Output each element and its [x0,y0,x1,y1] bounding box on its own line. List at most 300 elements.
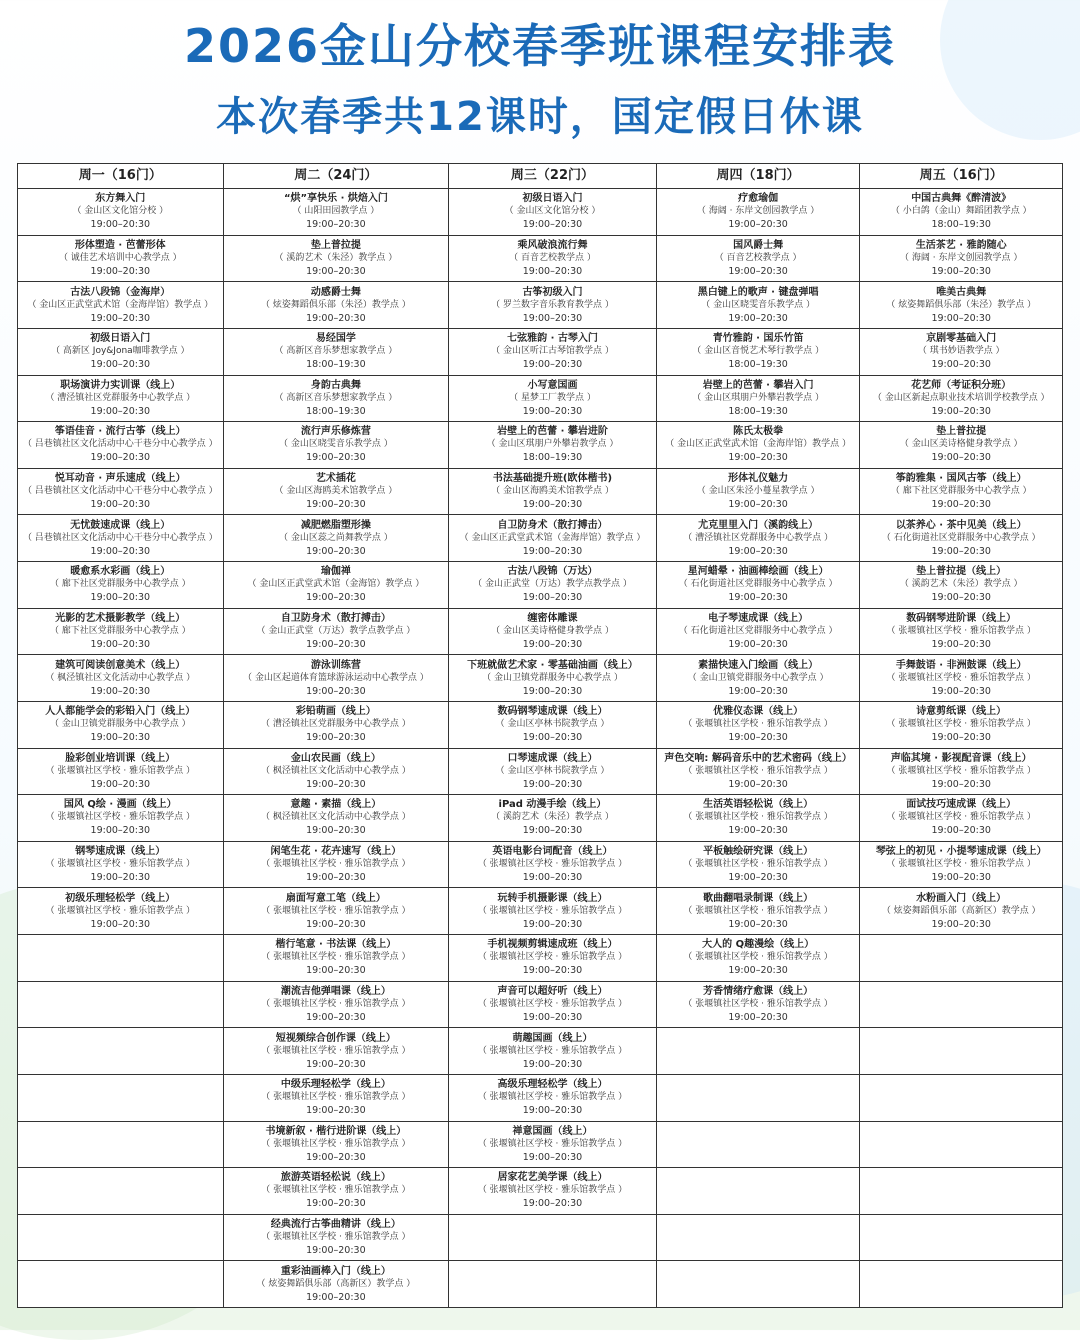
course-location: （ 石化街道社区党群服务中心教学点 ） [881,532,1041,543]
course-name: 初级乐理轻松学（线上） [65,892,176,904]
course-time: 19:00–20:30 [728,592,788,604]
course-name: 易经国学 [315,333,356,345]
course-name: 芳香情绪疗愈课（线上） [703,985,814,997]
course-time: 19:00–20:30 [931,405,991,417]
course-name: 七弦雅韵 · 古琴入门 [507,333,598,345]
course-cell [224,422,449,469]
course-name: 乘风破浪流行舞 [517,239,588,251]
course-cell [657,842,860,889]
course-time: 19:00–20:30 [728,545,788,557]
course-time: 19:00–20:30 [728,918,788,930]
course-time: 18:00–19:30 [728,405,788,417]
course-name: 金山农民画（线上） [290,752,381,764]
course-cell [449,422,656,469]
course-location: （ 张堰镇社区学校 · 雅乐馆教学点 ） [886,719,1036,730]
empty-cell [860,982,1062,1029]
course-cell [657,795,860,842]
course-cell [657,982,860,1029]
course-name: 声音可以超好听（线上） [497,985,608,997]
course-name: 无忧鼓速成课（线上） [70,519,171,531]
course-cell [657,282,860,329]
course-name: 游泳训练营 [310,659,361,671]
course-time: 19:00–20:30 [306,685,366,697]
course-location: （ 溪韵艺术（朱泾）教学点 ） [899,579,1023,590]
course-location: （ 张堰镇社区学校 · 雅乐馆教学点 ） [477,1138,628,1149]
course-time: 19:00–20:30 [306,825,366,837]
course-time: 19:00–20:30 [522,872,583,884]
course-time: 19:00–20:30 [931,825,991,837]
course-cell [657,422,860,469]
course-name: 垫上普拉提 [936,426,987,438]
course-cell [860,609,1062,656]
empty-cell [657,1168,860,1215]
course-cell [449,982,656,1029]
course-location: （ 石化街道社区党群服务中心教学点 ） [678,625,838,636]
course-time: 19:00–20:30 [931,732,991,744]
course-cell [860,702,1062,749]
course-time: 18:00–19:30 [306,405,366,417]
course-time: 19:00–20:30 [522,825,583,837]
course-location: （ 张堰镇社区学校 · 雅乐馆教学点 ） [886,672,1036,683]
course-name: 暖愈系水彩画（线上） [70,566,171,578]
course-cell [18,795,223,842]
course-cell [18,749,223,796]
course-time: 19:00–20:30 [522,918,583,930]
course-name: 禅意国画（线上） [512,1125,593,1137]
course-time: 19:00–20:30 [728,219,788,231]
course-name: 疗愈瑜伽 [738,193,779,205]
course-location: （ 高新区音乐梦想家教学点 ） [274,392,398,403]
course-location: （ 金山正武堂（万达）教学点教学点 ） [256,625,416,636]
course-cell [224,842,449,889]
course-cell [860,749,1062,796]
course-cell [224,515,449,562]
course-time: 19:00–20:30 [306,732,366,744]
course-cell [449,282,656,329]
course-name: 初级日语入门 [522,193,583,205]
course-cell [860,329,1062,376]
course-location: （ 张堰镇社区学校 · 雅乐馆教学点 ） [45,765,195,776]
empty-cell [18,1261,223,1307]
course-location: （ 枫泾镇社区文化活动中心教学点 ） [261,812,411,823]
course-cell [224,329,449,376]
course-cell [224,795,449,842]
course-name: 扇面写意工笔（线上） [285,892,386,904]
course-location: （ 张堰镇社区学校 · 雅乐馆教学点 ） [477,905,628,916]
course-time: 19:00–20:30 [306,452,366,464]
course-time: 19:00–20:30 [306,265,366,277]
empty-cell [18,1122,223,1169]
course-location: （ 张堰镇社区学校 · 雅乐馆教学点 ） [477,1092,628,1103]
course-time: 19:00–20:30 [90,265,151,277]
course-time: 19:00–20:30 [90,219,151,231]
empty-cell [860,1075,1062,1122]
course-name: 初级日语入门 [90,333,151,345]
empty-cell [18,1075,223,1122]
course-location: （ 金山区亭林书院教学点 ） [495,719,610,730]
course-location: （ 高新区音乐梦想家教学点 ） [274,346,398,357]
course-time: 19:00–20:30 [306,1245,366,1257]
course-name: 重彩油画棒入门（线上） [280,1265,391,1277]
course-location: （ 金山区文化馆分校 ） [72,206,169,217]
course-time: 18:00–19:30 [931,219,991,231]
course-location: （ 金山区蕊之尚舞教学点 ） [279,532,393,543]
course-time: 19:00–20:30 [931,592,991,604]
course-location: （ 吕巷镇社区文化活动中心干巷分中心教学点 ） [22,486,218,497]
course-location: （ 张堰镇社区学校 · 雅乐馆教学点 ） [45,859,195,870]
course-location: （ 金山卫镇党群服务中心教学点 ） [687,672,829,683]
course-name: 书境新叙 · 楷行进阶课（线上） [265,1125,407,1137]
course-cell [449,1168,656,1215]
course-name: 古筝初级入门 [522,286,583,298]
course-cell [224,888,449,935]
course-time: 19:00–20:30 [306,778,366,790]
course-cell [18,422,223,469]
course-cell [18,562,223,609]
course-location: （ 张堰镇社区学校 · 雅乐馆教学点 ） [683,765,833,776]
course-cell [224,655,449,702]
course-cell [224,1168,449,1215]
course-name: 优雅仪态课（线上） [713,706,804,718]
empty-cell [860,935,1062,982]
course-name: 声色交响: 解码音乐中的艺术密码（线上） [664,752,852,764]
course-time: 19:00–20:30 [931,872,991,884]
course-cell [657,469,860,516]
course-name: 国风爵士舞 [733,239,784,251]
course-time: 19:00–20:30 [728,265,788,277]
course-location: （ 张堰镇社区学校 · 雅乐馆教学点 ） [683,905,833,916]
course-cell [449,749,656,796]
course-location: （ 张堰镇社区学校 · 雅乐馆教学点 ） [886,859,1036,870]
course-cell [657,189,860,236]
course-cell [449,795,656,842]
day-header: 周五（16门） [860,164,1062,189]
course-cell [860,515,1062,562]
course-location: （ 张堰镇社区学校 · 雅乐馆教学点 ） [477,952,628,963]
course-location: （ 金山区正武堂武术馆（金海岸馆）教学点 ） [665,439,851,450]
course-name: 书法基础提升班(欧体楷书) [492,473,613,485]
course-name: 筝韵雅集 · 国风古筝（线上） [895,473,1027,485]
course-name: 意趣 · 素描（线上） [290,799,382,811]
course-time: 19:00–20:30 [728,685,788,697]
course-cell [449,702,656,749]
course-time: 19:00–20:30 [306,872,366,884]
course-location: （ 金山区新起点职业技术培训学校教学点 ） [872,392,1050,403]
course-location: （ 张堰镇社区学校 · 雅乐馆教学点 ） [261,859,411,870]
course-name: 岩壁上的芭蕾 · 攀岩入门 [702,379,814,391]
course-time: 19:00–20:30 [728,965,788,977]
page-subtitle: 本次春季共12课时，国定假日休课 [216,94,864,140]
course-time: 19:00–20:30 [90,638,151,650]
day-header: 周一（16门） [18,164,223,189]
course-cell [657,515,860,562]
course-location: （ 金山区美诗格健身教学点 ） [491,625,614,636]
course-name: 经典流行古筝曲精讲（线上） [270,1219,401,1231]
course-name: 身韵古典舞 [310,379,361,391]
course-location: （ 金山区起道体育篮球游泳运动中心教学点 ） [243,672,429,683]
course-time: 19:00–20:30 [306,1198,366,1210]
course-cell [449,515,656,562]
course-location: （ 山阳田园教学点 ） [292,206,380,217]
course-time: 19:00–20:30 [931,778,991,790]
course-time: 19:00–20:30 [931,499,991,511]
course-location: （ 金山区晓雯音乐教学点 ） [701,299,815,310]
course-cell [224,282,449,329]
course-cell [224,562,449,609]
course-name: 下班就做艺术家 · 零基础油画（线上） [467,659,638,671]
day-column [18,164,224,1307]
course-time: 19:00–20:30 [90,918,151,930]
page-title: 2026金山分校春季班课程安排表 [183,19,897,73]
course-location: （ 海阔 · 东岸文创园教学点 ） [696,206,820,217]
course-location: （ 金山区正武堂武术馆（金海馆）教学点 ） [247,579,425,590]
course-location: （ 张堰镇社区学校 · 雅乐馆教学点 ） [477,1185,628,1196]
course-time: 18:00–19:30 [522,452,583,464]
course-cell [860,236,1062,283]
course-location: （ 星梦工厂教学点 ） [509,392,596,403]
course-time: 19:00–20:30 [522,965,583,977]
course-location: （ 张堰镇社区学校 · 雅乐馆教学点 ） [477,1045,628,1056]
course-location: （ 炫姿舞蹈俱乐部（朱泾）教学点 ） [886,299,1037,310]
course-cell [449,609,656,656]
course-name: 形体塑造 · 芭蕾形体 [74,239,166,251]
course-location: （ 张堰镇社区学校 · 雅乐馆教学点 ） [683,812,833,823]
course-name: 楷行笔意 · 书法课（线上） [275,939,397,951]
course-location: （ 漕泾镇社区党群服务中心教学点 ） [45,392,196,403]
course-location: （ 小白鸽（金山）舞蹈团教学点 ） [890,206,1032,217]
course-location: （ 张堰镇社区学校 · 雅乐馆教学点 ） [683,998,833,1009]
course-cell [860,282,1062,329]
course-time: 19:00–20:30 [90,592,151,604]
course-cell [224,982,449,1029]
course-cell [18,515,223,562]
course-time: 19:00–20:30 [931,918,991,930]
course-location: （ 百音艺校教学点 ） [509,252,596,263]
course-time: 19:00–20:30 [522,265,583,277]
course-time: 19:00–20:30 [522,359,583,371]
course-time: 19:00–20:30 [522,1151,583,1163]
course-time: 19:00–20:30 [306,965,366,977]
course-time: 18:00–19:30 [728,359,788,371]
course-name: 手舞鼓语 · 非洲鼓课（线上） [895,659,1027,671]
empty-cell [18,935,223,982]
course-cell [860,842,1062,889]
course-location: （ 张堰镇社区学校 · 雅乐馆教学点 ） [261,1092,411,1103]
course-name: 花艺师（考证积分班） [911,379,1012,391]
empty-cell [657,1028,860,1075]
course-cell [18,236,223,283]
course-location: （ 张堰镇社区学校 · 雅乐馆教学点 ） [261,1045,411,1056]
course-name: 高级乐理轻松学（线上） [497,1079,608,1091]
course-time: 19:00–20:30 [522,685,583,697]
course-name: 流行声乐修炼营 [300,426,371,438]
course-name: 英语电影台词配音（线上） [492,846,613,858]
course-location: （ 炫姿舞蹈俱乐部（朱泾）教学点 ） [261,299,411,310]
course-time: 19:00–20:30 [90,825,151,837]
course-name: 电子琴速成课（线上） [708,612,809,624]
course-cell [657,655,860,702]
course-name: 水粉画入门（线上） [916,892,1007,904]
day-column [224,164,450,1307]
course-location: （ 张堰镇社区学校 · 雅乐馆教学点 ） [886,812,1036,823]
course-cell [449,888,656,935]
course-cell [657,236,860,283]
empty-cell [860,1261,1062,1307]
course-name: 面试技巧速成课（线上） [906,799,1017,811]
course-name: iPad 动漫手绘（线上） [498,799,607,811]
course-name: 手机视频剪辑速成班（线上） [487,939,618,951]
course-name: 光影的艺术摄影教学（线上） [55,612,186,624]
course-name: 萌趣国画（线上） [512,1032,593,1044]
course-location: （ 诚佳艺术培训中心教学点 ） [58,252,182,263]
course-location: （ 金山区琪朋户外攀岩教学点 ） [486,439,619,450]
course-time: 19:00–20:30 [90,312,151,324]
course-time: 19:00–20:30 [90,359,151,371]
course-cell [18,888,223,935]
course-cell [224,376,449,423]
course-cell [449,1028,656,1075]
course-location: （ 张堰镇社区学校 · 雅乐馆教学点 ） [261,905,411,916]
course-location: （ 张堰镇社区学校 · 雅乐馆教学点 ） [261,1185,411,1196]
course-name: 垫上普拉提 [310,239,361,251]
course-time: 19:00–20:30 [306,219,366,231]
course-cell [449,329,656,376]
course-location: （ 金山区美诗格健身教学点 ） [899,439,1023,450]
course-cell [18,609,223,656]
day-column [449,164,657,1307]
course-time: 19:00–20:30 [90,778,151,790]
course-cell [224,236,449,283]
course-location: （ 张堰镇社区学校 · 雅乐馆教学点 ） [261,998,411,1009]
course-cell [860,469,1062,516]
course-location: （ 石化街道社区党群服务中心教学点 ） [678,579,838,590]
course-name: 口琴速成课（线上） [507,752,598,764]
course-time: 19:00–20:30 [306,918,366,930]
course-cell [18,469,223,516]
course-location: （ 张堰镇社区学校 · 雅乐馆教学点 ） [477,998,628,1009]
course-cell [224,702,449,749]
course-time: 19:00–20:30 [728,452,788,464]
course-location: （ 金山区亭林书院教学点 ） [495,765,610,776]
course-time: 19:00–20:30 [90,685,151,697]
course-time: 19:00–20:30 [522,405,583,417]
course-location: （ 吕巷镇社区文化活动中心干巷分中心教学点 ） [22,439,218,450]
course-time: 19:00–20:30 [522,638,583,650]
course-location: （ 金山区琪朋户外攀岩教学点 ） [692,392,824,403]
course-name: 唯美古典舞 [936,286,987,298]
course-location: （ 张堰镇社区学校 · 雅乐馆教学点 ） [886,625,1036,636]
course-name: 中级乐理轻松学（线上） [280,1079,391,1091]
course-time: 19:00–20:30 [931,452,991,464]
course-cell [224,1028,449,1075]
course-time: 19:00–20:30 [931,685,991,697]
course-cell [657,562,860,609]
empty-cell [860,1122,1062,1169]
empty-cell [860,1028,1062,1075]
empty-cell [18,1028,223,1075]
course-name: 岩壁上的芭蕾 · 攀岩进阶 [497,426,608,438]
course-time: 19:00–20:30 [90,452,151,464]
course-location: （ 百音艺校教学点 ） [714,252,802,263]
course-cell [449,655,656,702]
course-location: （ 罗兰数字音乐教育教学点 ） [491,299,614,310]
course-name: 动感爵士舞 [310,286,361,298]
course-location: （ 廊下社区党群服务中心教学点 ） [49,625,191,636]
course-time: 19:00–20:30 [306,1011,366,1023]
course-time: 19:00–20:30 [931,359,991,371]
schedule-table [17,163,1063,1308]
empty-cell [657,1215,860,1262]
course-time: 19:00–20:30 [306,1291,366,1303]
course-time: 19:00–20:30 [522,219,583,231]
course-name: 古法八段锦（万达） [507,566,598,578]
course-location: （ 张堰镇社区学校 · 雅乐馆教学点 ） [45,812,195,823]
course-name: 短视频综合创作课（线上） [275,1032,396,1044]
course-name: 玩转手机摄影课（线上） [497,892,608,904]
course-cell [18,842,223,889]
course-cell [18,329,223,376]
course-cell [657,935,860,982]
course-time: 19:00–20:30 [522,545,583,557]
course-location: （ 张堰镇社区学校 · 雅乐馆教学点 ） [261,952,411,963]
course-time: 19:00–20:30 [728,732,788,744]
course-name: 人人都能学会的彩铅入门（线上） [45,706,196,718]
course-location: （ 张堰镇社区学校 · 雅乐馆教学点 ） [261,1232,411,1243]
course-cell [449,935,656,982]
course-location: （ 金山区晓雯音乐教学点 ） [279,439,393,450]
course-cell [224,935,449,982]
empty-cell [449,1215,656,1262]
day-header: 周二（24门） [224,164,449,189]
course-location: （ 金山区听江古琴馆教学点 ） [491,346,614,357]
course-location: （ 金山区正武堂武术馆（金海岸馆）教学点 ） [459,532,646,543]
course-name: 自卫防身术（散打搏击） [280,612,391,624]
course-name: 形体礼仪魅力 [728,473,789,485]
course-location: （ 高新区 Joy&Jona咖啡教学点 ） [51,346,190,357]
course-time: 19:00–20:30 [90,732,151,744]
course-location: （ 金山区音悦艺术琴行教学点 ） [692,346,824,357]
day-column [860,164,1062,1307]
course-location: （ 金山区正武堂武术馆（金海岸馆）教学点 ） [27,299,214,310]
course-location: （ 漕泾镇社区党群服务中心教学点 ） [683,532,833,543]
course-cell [224,189,449,236]
course-time: 19:00–20:30 [522,1198,583,1210]
course-name: 声临其境 · 影视配音课（线上） [890,752,1032,764]
course-time: 19:00–20:30 [306,1058,366,1070]
course-cell [860,795,1062,842]
course-name: 瑜伽禅 [320,566,351,578]
empty-cell [18,1215,223,1262]
course-cell [18,376,223,423]
course-name: 素描快速入门绘画（线上） [698,659,819,671]
course-cell [860,562,1062,609]
course-time: 19:00–20:30 [522,778,583,790]
course-time: 19:00–20:30 [728,1011,788,1023]
course-time: 19:00–20:30 [90,405,151,417]
course-time: 19:00–20:30 [728,778,788,790]
course-name: 数码钢琴速成课（线上） [497,706,608,718]
course-location: （ 海阔 · 东岸文创园教学点 ） [900,252,1023,263]
course-name: 职场演讲力实训课（线上） [60,379,181,391]
course-time: 19:00–20:30 [306,1151,366,1163]
course-name: 平板触绘研究课（线上） [703,846,814,858]
course-name: 中国古典舞《醉清波》 [911,193,1012,205]
course-name: 歌曲翻唱录制课（线上） [703,892,814,904]
empty-cell [860,1215,1062,1262]
course-time: 19:00–20:30 [306,312,366,324]
course-name: 居家花艺美学课（线上） [497,1172,608,1184]
course-location: （ 吕巷镇社区文化活动中心干巷分中心教学点 ） [22,532,218,543]
